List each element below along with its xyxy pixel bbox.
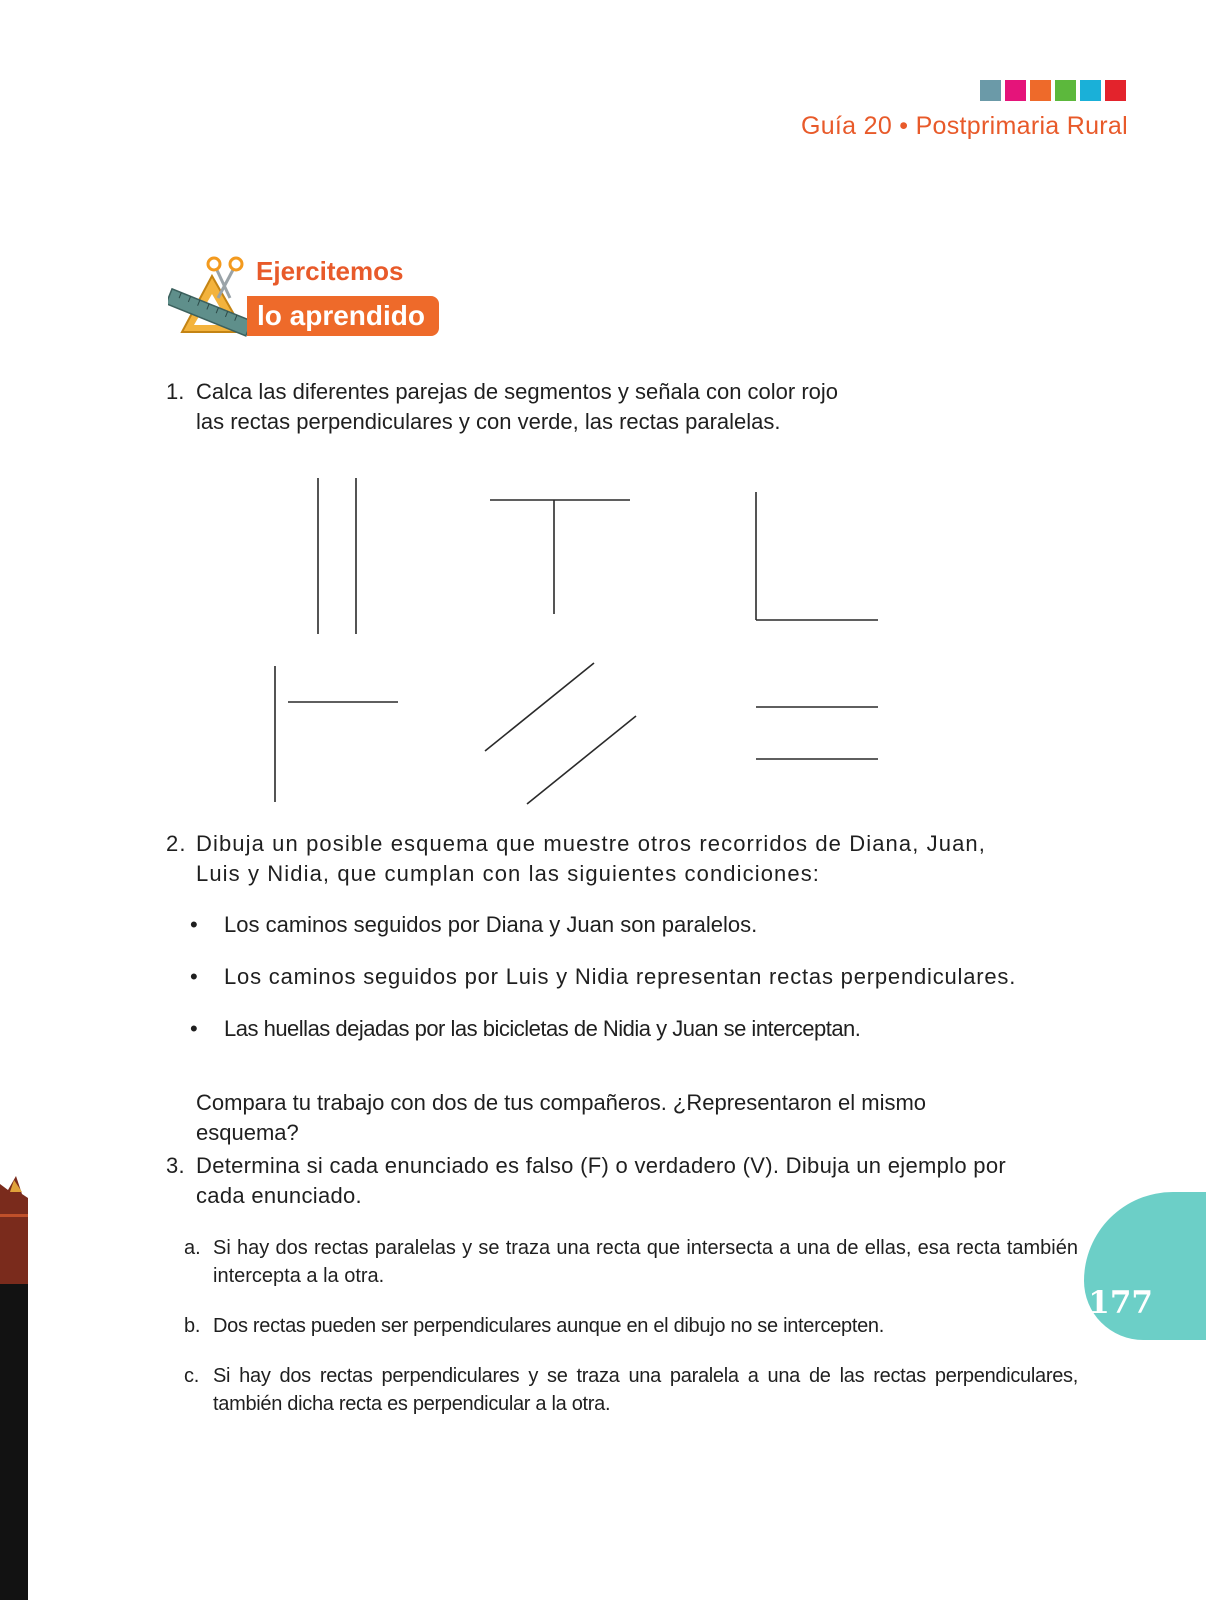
compare-note: Compara tu trabajo con dos de tus compañeros. ¿Representaron el mismo esquema? <box>196 1090 927 1145</box>
bullet-icon: • <box>190 912 198 937</box>
statement-letter: b. <box>184 1315 201 1337</box>
swatch-6 <box>1105 80 1126 101</box>
question-text-line: Calca las diferentes parejas de segmentos y señala con color rojo <box>196 379 839 404</box>
swatch-1 <box>980 80 1001 101</box>
statement-text: Si hay dos rectas paralelas y se traza una recta que intersecta a una de ellas, esa recta también intercepta a la otra. <box>213 1237 1078 1287</box>
question-text-line: las rectas perpendiculares y con verde, las rectas paralelas. <box>196 409 781 434</box>
pair-parallel-horizontal <box>756 707 878 759</box>
swatch-2 <box>1005 80 1026 101</box>
question-text-line: Determina si cada enunciado es falso (F) o verdadero (V). Dibuja un ejemplo por <box>196 1153 1006 1178</box>
swatch-4 <box>1055 80 1076 101</box>
statement-b <box>184 1312 1078 1340</box>
statement-a <box>184 1234 1078 1290</box>
pair-l-shape <box>756 492 878 620</box>
segment-pairs-figure <box>260 470 900 810</box>
pair-perpendicular-separated <box>275 666 398 802</box>
question-text-line: Luis y Nidia, que cumplan con las siguientes condiciones: <box>196 861 821 886</box>
swatch-5 <box>1080 80 1101 101</box>
question-text-line: Dibuja un posible esquema que muestre otros recorridos de Diana, Juan, <box>196 831 986 856</box>
question-2 <box>166 829 1078 889</box>
pair-parallel-diagonal <box>485 663 636 804</box>
statement-letter: c. <box>184 1365 199 1387</box>
bullet-icon: • <box>190 964 199 989</box>
pair-t-shape <box>490 500 630 614</box>
statement-text: Dos rectas pueden ser perpendiculares aunque en el dibujo no se intercepten. <box>213 1315 884 1337</box>
question-number: 3. <box>166 1153 185 1178</box>
color-swatches <box>980 80 1126 101</box>
swatch-3 <box>1030 80 1051 101</box>
statement-text: Si hay dos rectas perpendiculares y se traza una paralela a una de las rectas perpendiculares, también dicha recta es perpendicular a la otra. <box>213 1365 1078 1415</box>
guide-title: Guía 20 • Postprimaria Rural <box>800 112 1128 140</box>
page-number: 177 <box>1088 1285 1153 1321</box>
question-text-line: cada enunciado. <box>196 1183 362 1208</box>
decorative-edge-strip <box>0 1176 30 1600</box>
pair-parallel-vertical <box>318 478 356 634</box>
question-3 <box>166 1151 1078 1211</box>
segment <box>485 663 594 751</box>
question-1 <box>166 377 1078 437</box>
segment <box>527 716 636 804</box>
badge-title-line2: lo aprendido <box>247 296 439 336</box>
statement-letter: a. <box>184 1237 201 1259</box>
badge-title-line1: Ejercitemos <box>256 256 404 286</box>
section-badge <box>168 254 458 350</box>
statement-c <box>184 1362 1078 1418</box>
ruler-scissors-icon <box>168 254 258 346</box>
question-number: 2. <box>166 831 187 856</box>
question-number: 1. <box>166 379 185 404</box>
bullet-icon: • <box>190 1016 198 1041</box>
